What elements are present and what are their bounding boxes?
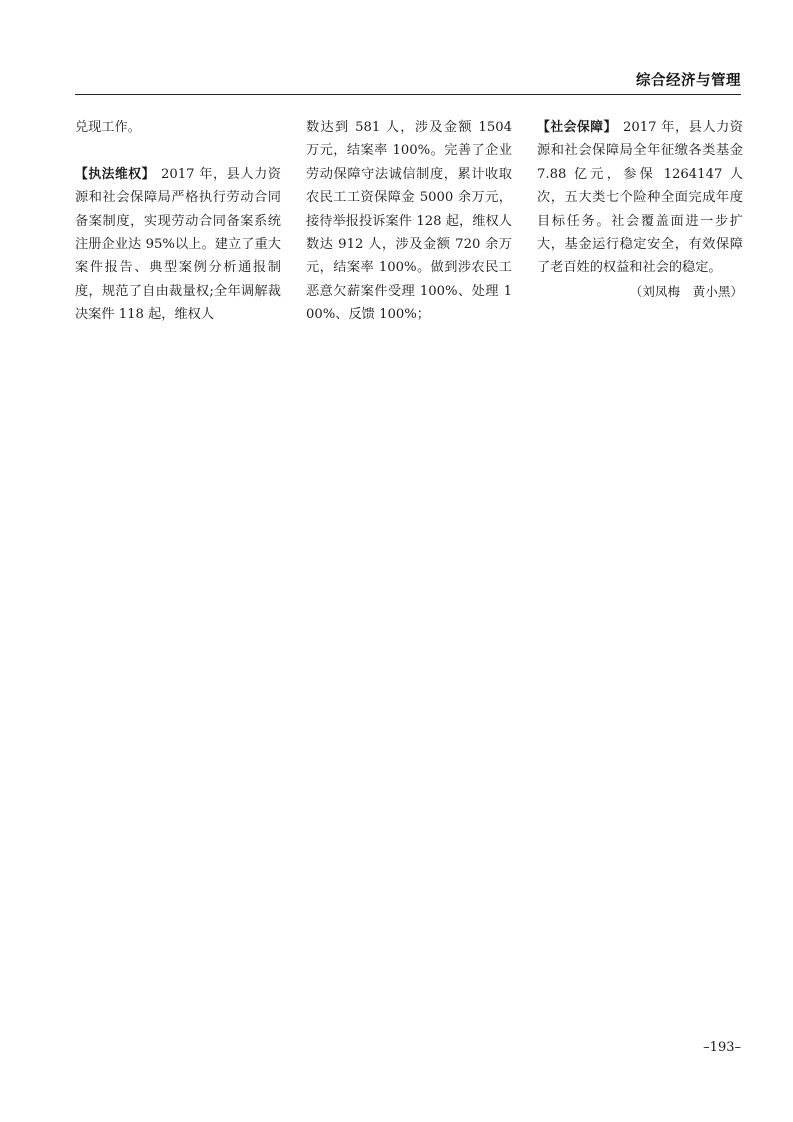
running-header xyxy=(75,72,741,95)
paragraph-text: 数达到 581 人，涉及金额 1504 万元，结案率 100%。完善了企业劳动保障守法诚信制度，累计收取农民工工资保障金 5000 余万元，接待举报投诉案件 128 起，维权人数达 912 人，涉及金额 720 余万元，结案率 100%。做到涉农民工恶意欠薪案件受理 100%、处理 100%、反馈 100%； xyxy=(306,120,512,323)
paragraph-heading: 【社会保障】 xyxy=(537,120,617,135)
text-column-3 xyxy=(537,116,743,303)
paragraph-text: 兑现工作。 xyxy=(75,120,141,135)
paragraph-continuation xyxy=(75,116,281,139)
page-number: –193– xyxy=(703,1040,741,1055)
paragraph-law-enforcement xyxy=(75,163,281,327)
paragraph-text: 2017 年，县人力资源和社会保障局严格执行劳动合同备案制度，实现劳动合同备案系统注册企业达 95%以上。建立了重大案件报告、典型案例分析通报制度，规范了自由裁量权;全年调解裁决案件 118 起，维权人 xyxy=(75,166,281,323)
paragraph-heading: 【执法维权】 xyxy=(75,166,155,182)
paragraph-continuation xyxy=(306,116,512,327)
text-column-1 xyxy=(75,116,281,327)
text-column-2 xyxy=(306,116,512,327)
section-title: 综合经济与管理 xyxy=(636,73,741,89)
author-byline: （刘凤梅 黄小黑） xyxy=(629,283,743,299)
paragraph-text: 2017 年，县人力资源和社会保障局全年征缴各类基金 7.88 亿元，参保 1264147 人次，五大类七个险种全面完成年度目标任务。社会覆盖面进一步扩大，基金运行稳定安全，有效保障了老百姓的权益和社会的稳定。 xyxy=(537,120,743,276)
paragraph-social-security xyxy=(537,116,743,280)
